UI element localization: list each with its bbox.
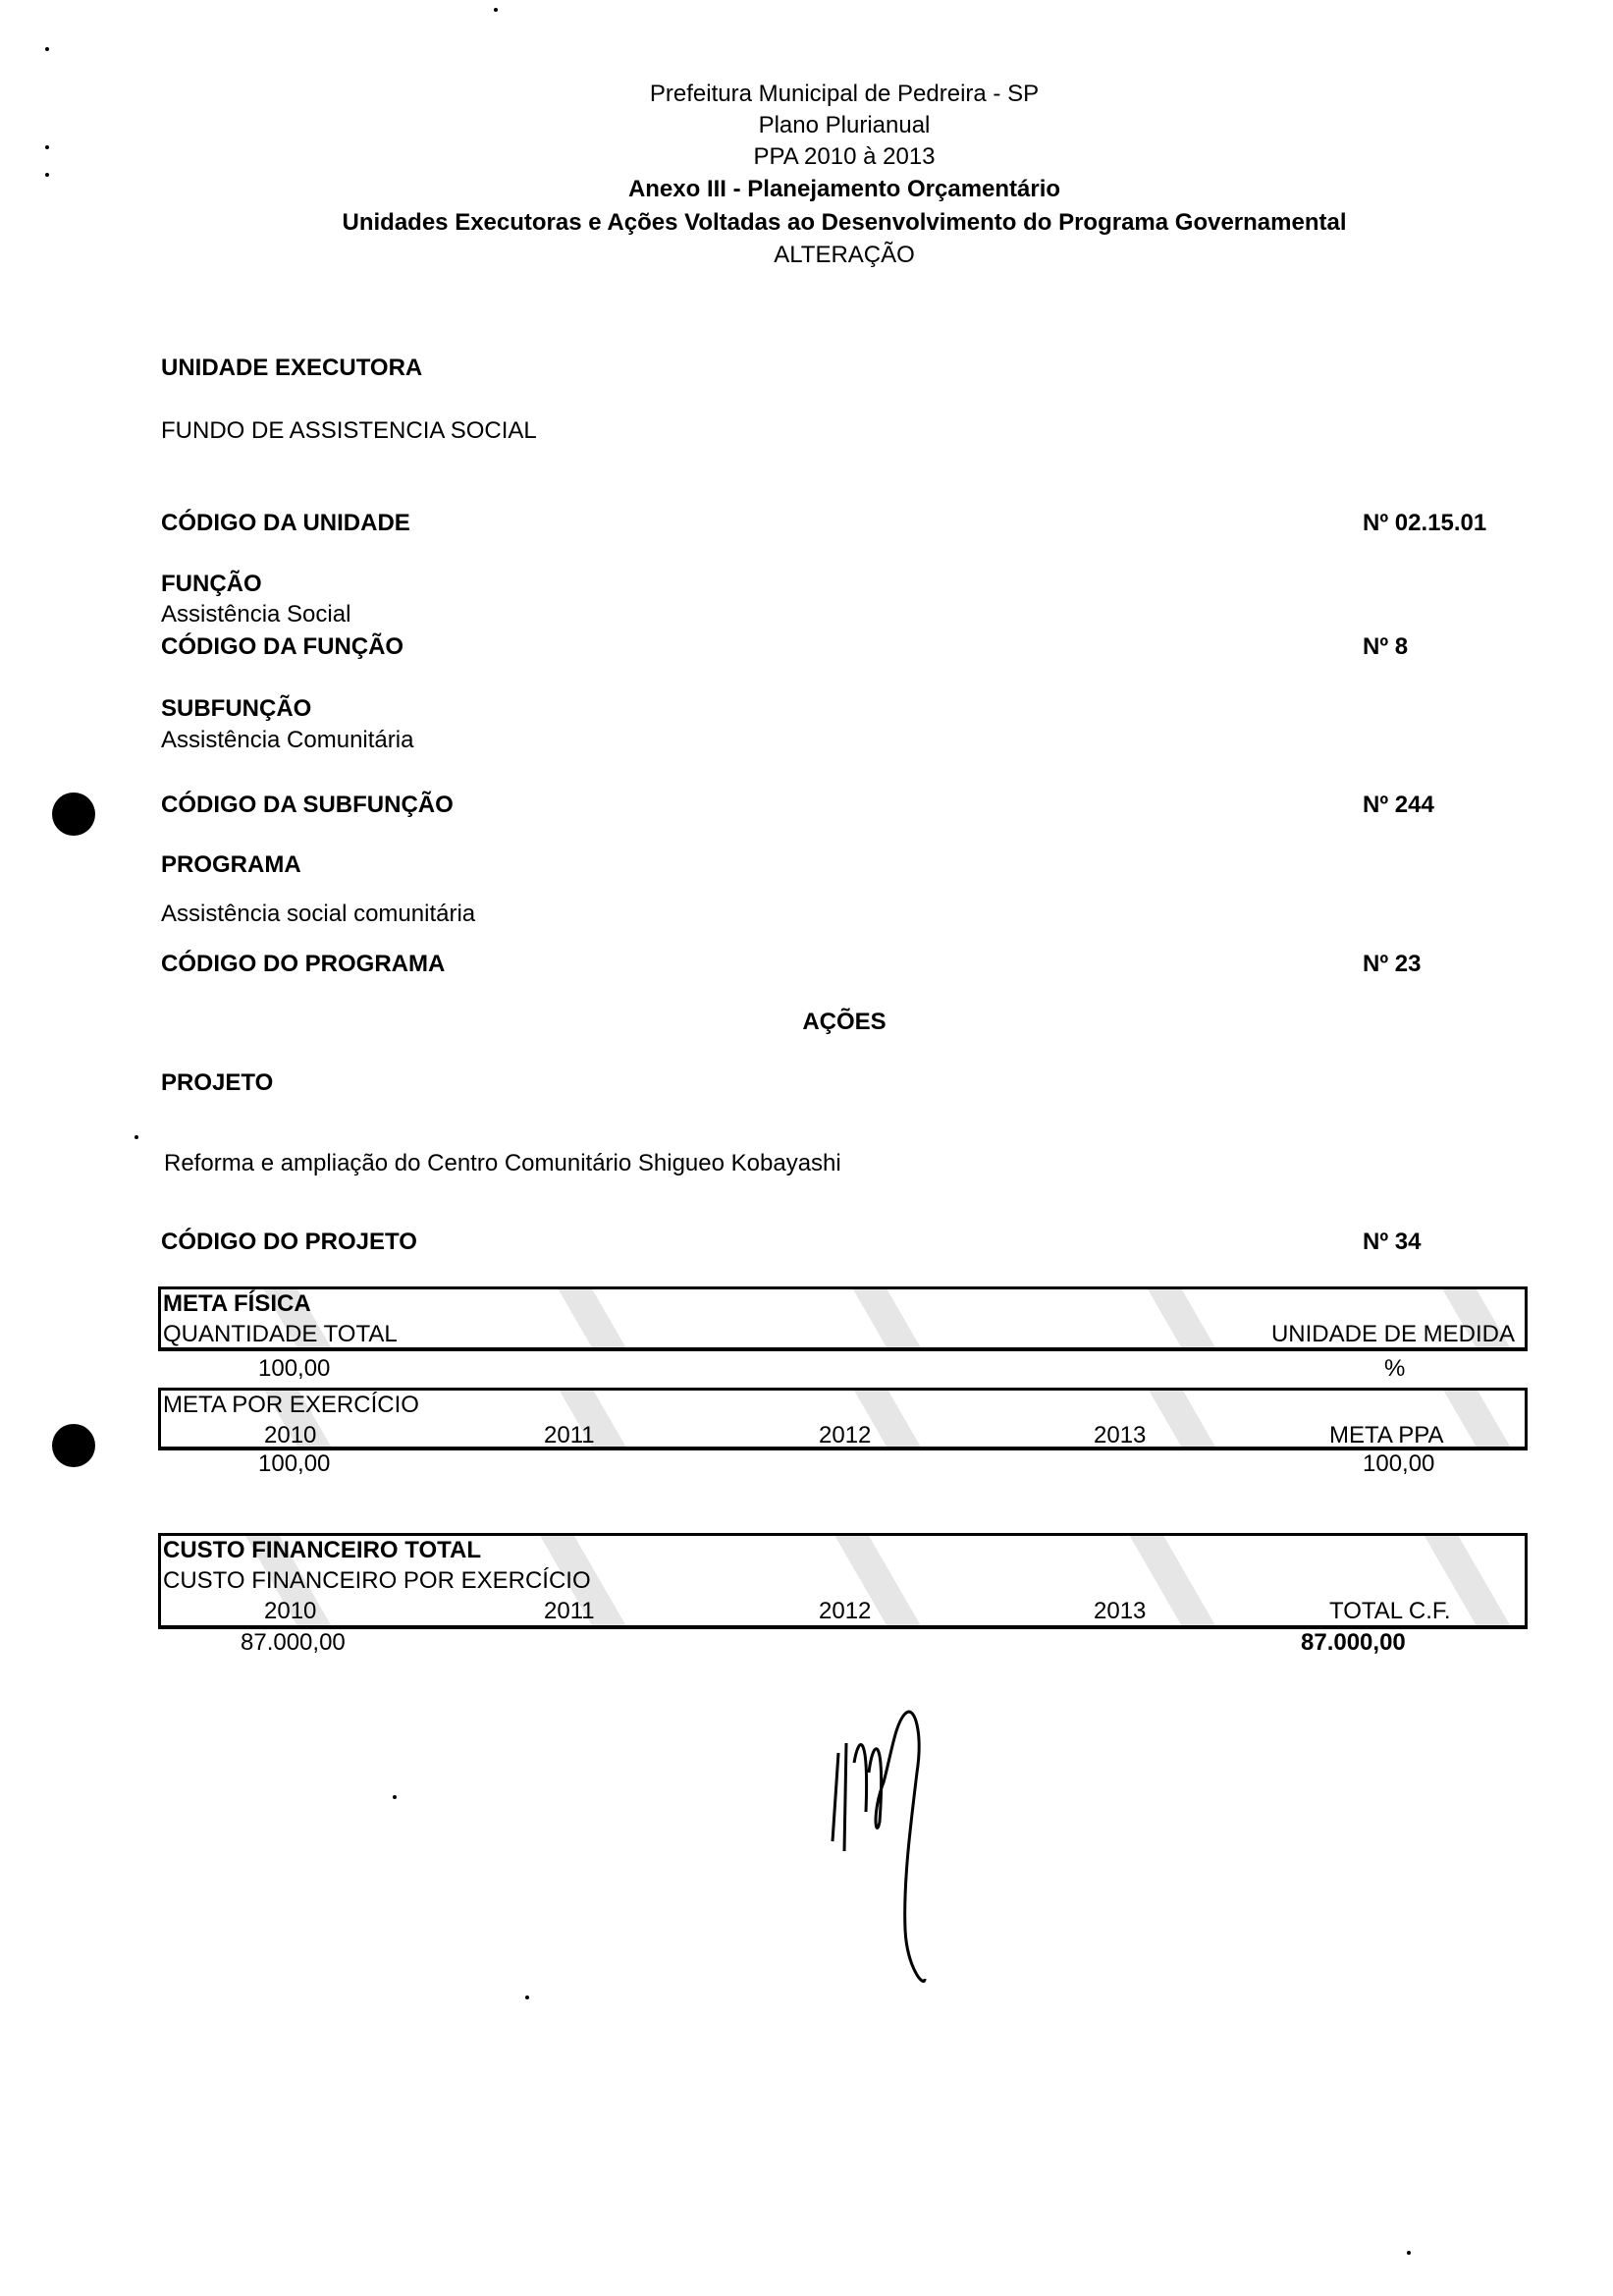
codigo-funcao-label: CÓDIGO DA FUNÇÃO bbox=[161, 633, 404, 660]
meta-exercicio-box bbox=[158, 1388, 1528, 1450]
meta-fisica-title: META FÍSICA bbox=[163, 1290, 311, 1317]
funcao-label: FUNÇÃO bbox=[161, 571, 262, 597]
custo-year-2011: 2011 bbox=[544, 1598, 595, 1624]
meta-exercicio-title: META POR EXERCÍCIO bbox=[163, 1392, 419, 1418]
speck bbox=[45, 47, 49, 51]
codigo-programa-value: Nº 23 bbox=[1363, 951, 1422, 977]
custo-box bbox=[158, 1533, 1528, 1629]
codigo-programa-label: CÓDIGO DO PROGRAMA bbox=[161, 951, 446, 977]
unidade-value: FUNDO DE ASSISTENCIA SOCIAL bbox=[161, 417, 537, 444]
custo-total-title: CUSTO FINANCEIRO TOTAL bbox=[163, 1537, 481, 1563]
punch-hole bbox=[52, 793, 95, 836]
codigo-projeto-value: Nº 34 bbox=[1363, 1229, 1422, 1255]
unidade-label: UNIDADE EXECUTORA bbox=[161, 355, 423, 381]
meta-2010-value: 100,00 bbox=[258, 1450, 331, 1477]
speck bbox=[45, 145, 49, 149]
meta-ppa-label: META PPA bbox=[1329, 1422, 1444, 1449]
signature bbox=[815, 1694, 952, 1989]
projeto-value: Reforma e ampliação do Centro Comunitário Shigueo Kobayashi bbox=[164, 1150, 841, 1176]
quantidade-total-value: 100,00 bbox=[258, 1355, 331, 1382]
codigo-funcao-value: Nº 8 bbox=[1363, 633, 1409, 660]
speck bbox=[1407, 2251, 1411, 2255]
meta-year-2013: 2013 bbox=[1094, 1422, 1147, 1449]
unidade-medida-value: % bbox=[1384, 1355, 1406, 1382]
subfuncao-value: Assistência Comunitária bbox=[161, 727, 414, 753]
programa-label: PROGRAMA bbox=[161, 851, 301, 878]
acoes-heading: AÇÕES bbox=[802, 1009, 887, 1035]
codigo-unidade-value: Nº 02.15.01 bbox=[1363, 510, 1487, 536]
codigo-subfuncao-value: Nº 244 bbox=[1363, 792, 1434, 818]
header-period: PPA 2010 à 2013 bbox=[753, 143, 936, 170]
programa-value: Assistência social comunitária bbox=[161, 901, 476, 927]
total-cf-value: 87.000,00 bbox=[1301, 1629, 1406, 1656]
speck bbox=[525, 1995, 529, 1999]
total-cf-label: TOTAL C.F. bbox=[1329, 1598, 1451, 1624]
meta-year-2012: 2012 bbox=[819, 1422, 872, 1449]
codigo-projeto-label: CÓDIGO DO PROJETO bbox=[161, 1229, 417, 1255]
meta-year-2011: 2011 bbox=[544, 1422, 595, 1449]
header-alteracao: ALTERAÇÃO bbox=[774, 242, 915, 268]
speck bbox=[494, 8, 498, 12]
custo-year-2010: 2010 bbox=[264, 1598, 317, 1624]
quantidade-total-label: QUANTIDADE TOTAL bbox=[163, 1321, 398, 1347]
meta-fisica-box bbox=[158, 1286, 1528, 1351]
speck bbox=[45, 173, 49, 177]
codigo-subfuncao-label: CÓDIGO DA SUBFUNÇÃO bbox=[161, 792, 454, 818]
meta-year-2010: 2010 bbox=[264, 1422, 317, 1449]
custo-2010-value: 87.000,00 bbox=[241, 1629, 346, 1656]
meta-ppa-value: 100,00 bbox=[1363, 1450, 1435, 1477]
unidade-medida-label: UNIDADE DE MEDIDA bbox=[1270, 1321, 1515, 1347]
header-municipality: Prefeitura Municipal de Pedreira - SP bbox=[649, 81, 1040, 107]
header-plan: Plano Plurianual bbox=[758, 112, 931, 138]
custo-exercicio-label: CUSTO FINANCEIRO POR EXERCÍCIO bbox=[163, 1567, 591, 1594]
custo-year-2013: 2013 bbox=[1094, 1598, 1147, 1624]
speck bbox=[393, 1795, 397, 1799]
speck bbox=[134, 1135, 138, 1139]
header-subtitle: Unidades Executoras e Ações Voltadas ao Desenvolvimento do Programa Governamental bbox=[342, 209, 1347, 236]
punch-hole bbox=[52, 1424, 95, 1467]
custo-year-2012: 2012 bbox=[819, 1598, 872, 1624]
header-annex: Anexo III - Planejamento Orçamentário bbox=[627, 176, 1061, 202]
codigo-unidade-label: CÓDIGO DA UNIDADE bbox=[161, 510, 410, 536]
funcao-value: Assistência Social bbox=[161, 601, 351, 628]
subfuncao-label: SUBFUNÇÃO bbox=[161, 695, 312, 722]
projeto-label: PROJETO bbox=[161, 1069, 274, 1096]
